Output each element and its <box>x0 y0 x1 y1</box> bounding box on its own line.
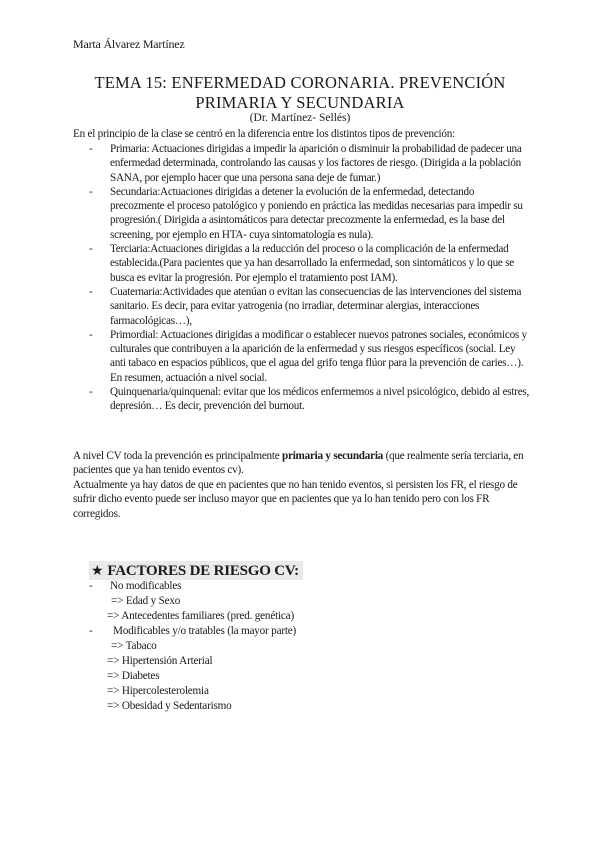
dash-bullet: - <box>89 185 93 198</box>
dash-bullet: - <box>89 328 93 341</box>
lecturer-name: (Dr. Martínez- Sellés) <box>249 112 351 124</box>
list-item <box>73 639 473 654</box>
dash-bullet: - <box>89 625 93 637</box>
author-name: Marta Álvarez Martínez <box>73 37 185 51</box>
star-icon: ★ <box>91 563 104 579</box>
dash-bullet: - <box>89 243 93 256</box>
list-item <box>73 684 473 699</box>
risk-factor-item: => Hipertensión Arterial <box>107 655 213 667</box>
list-item-text: Primaria: Actuaciones dirigidas a impedir la aparición o disminuir la probabilidad de padecer una enfermedad determinada, controlando las causas y los factores de riesgo. (Dirigida a la población SANA, por ejemplo hacer que una persona sana deje de fumar.) <box>110 143 522 184</box>
emphasis-text: primaria y secundaria <box>282 450 384 462</box>
dash-bullet: - <box>89 386 93 399</box>
page-title-line-1: TEMA 15: ENFERMEDAD CORONARIA. PREVENCIÓN <box>94 73 506 92</box>
category-modifiable: Modificables y/o tratables (la mayor parte) <box>113 625 297 637</box>
intro-paragraph: En el principio de la clase se centró en la diferencia entre los distintos tipos de prevención: <box>73 128 455 140</box>
list-item-quinquenaria <box>73 385 531 414</box>
prevention-types-list <box>73 142 531 414</box>
risk-factor-item: => Antecedentes familiares (pred. genética) <box>107 610 294 622</box>
dash-bullet: - <box>89 285 93 298</box>
list-item <box>73 579 473 594</box>
list-item-text: Quinquenaria/quinquenal: evitar que los médicos enfermemos a nivel psicológico, debido al estres, depresión… Es decir, prevención del burnout. <box>110 386 530 413</box>
risk-factor-item: => Diabetes <box>107 670 160 682</box>
list-item-text: Cuaternaria:Actividades que atenúan o evitan las consecuencias de las intervenciones del sistema sanitario. Es decir, para evitar yatrogenia (no irradiar, determinar alergias, interacciones farmacológicas…), <box>110 285 522 327</box>
list-item <box>73 594 473 609</box>
dash-bullet: - <box>89 143 93 155</box>
list-item-terciaria <box>73 242 531 285</box>
dash-bullet: - <box>89 580 93 592</box>
category-non-modifiable: No modificables <box>110 580 182 592</box>
list-item-primordial <box>73 328 531 385</box>
risk-factor-item: => Obesidad y Sedentarismo <box>107 700 232 712</box>
list-item <box>73 654 473 669</box>
risk-factors-heading <box>89 561 303 580</box>
risk-factor-item: => Hipercolesterolemia <box>107 685 209 697</box>
list-item <box>73 699 473 714</box>
risk-factor-item: => Tabaco <box>111 640 157 652</box>
risk-factors-list <box>73 579 473 714</box>
risk-persistence-paragraph: Actualmente ya hay datos de que en pacientes que no han tenido eventos, si persisten los FR, el riesgo de sufrir dicho evento puede ser incluso mayor que en pacientes que ya lo han tenido pero con los FR corregidos. <box>73 479 518 520</box>
list-item-primaria <box>73 142 531 185</box>
list-item-text: Primordial: Actuaciones dirigidas a modificar o establecer nuevos patrones sociales, económicos y culturales que contribuyen a la aparición de la enfermedad y sus riesgos específicos (social. Ley anti tabaco en espacios públicos, que el agua del grifo tenga flúor para la prevención de caries…). En resumen, actuación a nivel social. <box>110 328 527 384</box>
list-item <box>73 609 473 624</box>
list-item-cuaternaria <box>73 285 531 328</box>
paragraph-text: A nivel CV toda la prevención es principalmente <box>73 450 282 462</box>
list-item <box>73 669 473 684</box>
page-title-line-2: PRIMARIA Y SECUNDARIA <box>195 93 405 112</box>
list-item <box>73 624 473 639</box>
risk-factor-item: => Edad y Sexo <box>111 595 181 607</box>
heading-text: FACTORES DE RIESGO CV: <box>107 563 299 579</box>
paragraph-text: (que realmente sería terciaria, en pacientes que ya han tenido eventos cv). <box>73 450 524 477</box>
list-item-text: Terciaria:Actuaciones dirigidas a la reducción del proceso o la complicación de la enfermedad establecida.(Para pacientes que ya han desarrollado la enfermedad, son sintomáticos y lo que se busca es evitar la progresión. Por ejemplo el tratamiento post IAM). <box>110 243 515 284</box>
cv-prevention-paragraph <box>73 449 529 478</box>
list-item-text: Secundaria:Actuaciones dirigidas a detener la evolución de la enfermedad, detectando precozmente el proceso patológico y poniendo en práctica las medidas necesarias para impedir su progresión.( Dirigida a asintomáticos para detectar precozmente la enfermedad, es la base del screening, por ejemplo en HTA- cuya sintomatología es nula). <box>110 185 523 241</box>
list-item-secundaria <box>73 185 531 242</box>
